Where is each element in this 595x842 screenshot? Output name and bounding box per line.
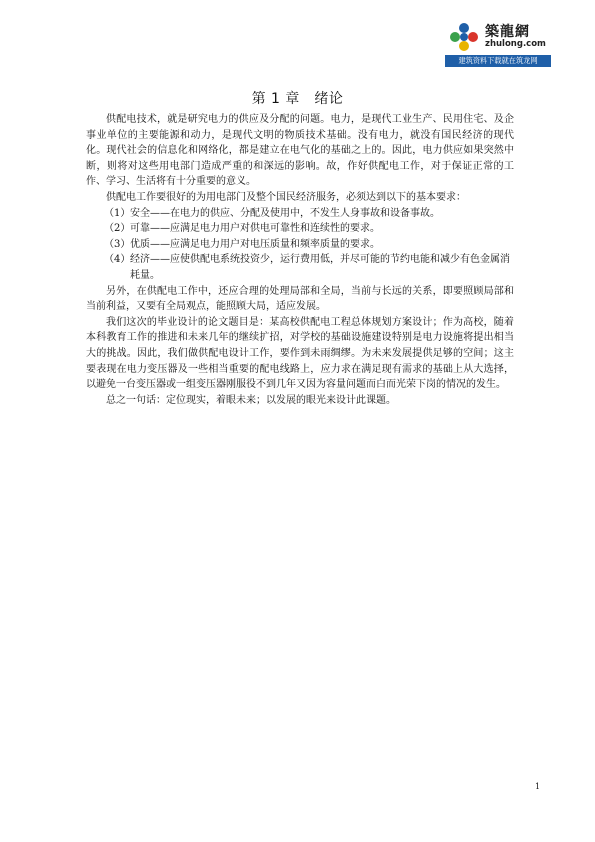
paragraph-thesis-topic: 我们这次的毕业设计的论文题目是：某高校供配电工程总体规划方案设计；作为高校，随着本科教育工作的推进和未来几年的继续扩招，对学校的基础设施建设特别是电力设施将提出相当大的挑战。因此，我们做供配电设计工作，要作到未雨绸缪。为未来发展提供足够的空间；这主要表现在电力变压器及一些相当重要的配电线路上，应力求在满足现有需求的基础上从大选择，以避免一台变压器或一组变压器刚服役不到几年又因为容量问题而白而光荣下岗的情况的发生。 (86, 316, 514, 391)
list-item-text: 经济——应使供配电系统投资少，运行费用低，并尽可能的节约电能和减少有色金属消耗量。 (130, 254, 510, 281)
logo-brand-name: 築龍網 (485, 24, 530, 40)
paragraph-overall-view: 另外，在供配电工作中，还应合理的处理局部和全局，当前与长远的关系，即要照顾局部和当前利益，又要有全局观点，能照顾大局，适应发展。 (86, 285, 514, 313)
list-item (86, 206, 514, 222)
document-body (86, 112, 514, 408)
list-item (86, 252, 514, 283)
list-item (86, 237, 514, 253)
requirements-list (86, 206, 514, 284)
list-item-number: （4） (104, 254, 131, 266)
paragraph-requirements-lead: 供配电工作要很好的为用电部门及整个国民经济服务，必须达到以下的基本要求： (106, 191, 466, 203)
logo-url[interactable]: zhulong.com (485, 39, 546, 49)
list-item (86, 221, 514, 237)
list-item-number: （1） (104, 207, 131, 219)
zhulong-logo (445, 14, 551, 70)
page-number: 1 (535, 782, 541, 791)
list-item-text: 安全——在电力的供应、分配及使用中，不发生人身事故和设备事故。 (130, 207, 440, 219)
paragraph-summary: 总之一句话：定位现实，着眼未来；以发展的眼光来设计此课题。 (106, 394, 396, 406)
list-item-text: 优质——应满足电力用户对电压质量和频率质量的要求。 (130, 238, 380, 250)
logo-tagline: 建筑资料下载就在筑龙网 (445, 55, 551, 67)
list-item-text: 可靠——应满足电力用户对供电可靠性和连续性的要求。 (130, 223, 380, 235)
paragraph-intro: 供配电技术，就是研究电力的供应及分配的问题。电力，是现代工业生产、民用住宅、及企事业单位的主要能源和动力，是现代文明的物质技术基础。没有电力，就没有国民经济的现代化。现代社会的信息化和网络化，都是建立在电气化的基础之上的。因此，电力供应如果突然中断，则将对这些用电部门造成严重的和深远的影响。故，作好供配电工作，对于保证正常的工作、学习、生活将有十分重要的意义。 (86, 114, 514, 188)
list-item-number: （3） (104, 238, 131, 250)
zhulong-logo-icon (449, 22, 479, 52)
list-item-number: （2） (104, 223, 131, 235)
chapter-title: 第 1 章 绪论 (251, 91, 344, 107)
